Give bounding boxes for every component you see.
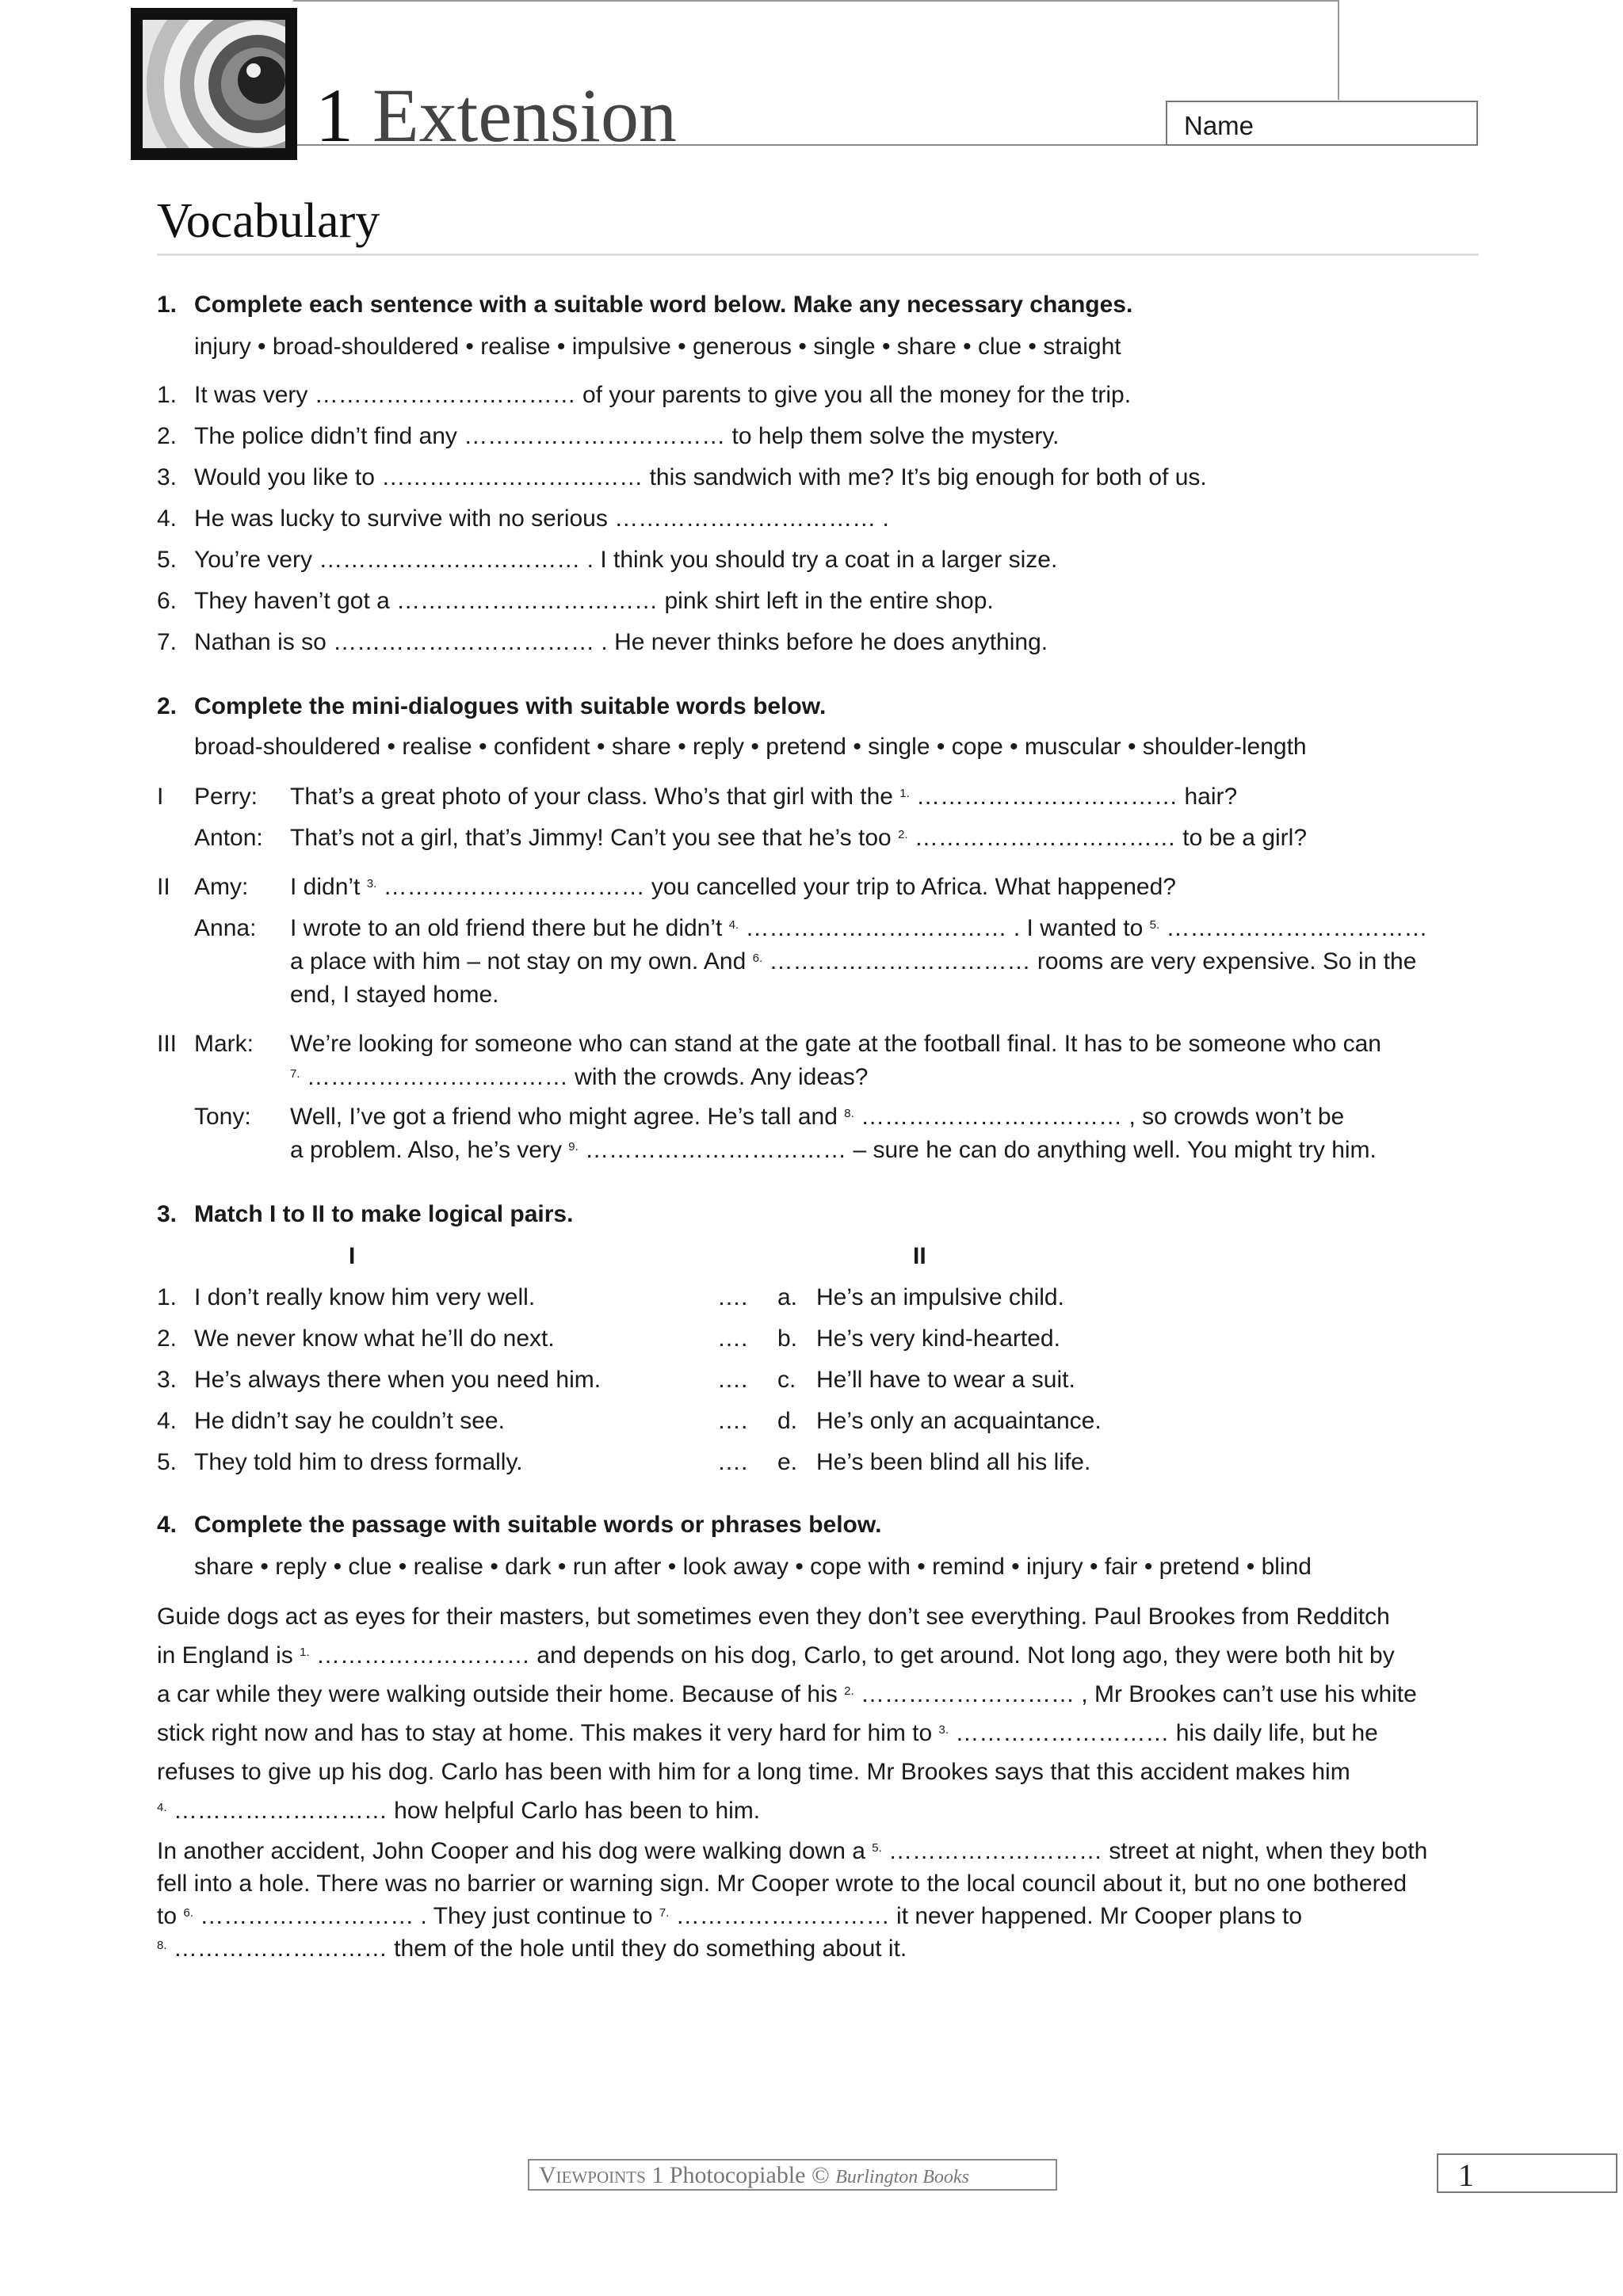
text-segment: stick right now and has to stay at home. This makes it very hard for him to <box>157 1720 939 1746</box>
blank-number: 5. <box>872 1841 882 1855</box>
blank-number: 3. <box>366 877 377 891</box>
exercise-instruction: Complete the passage with suitable words or phrases below. <box>194 1512 882 1538</box>
text-segment: ……………………… . They just continue to <box>193 1903 659 1929</box>
text-segment: …………………………… you cancelled your trip to Africa. What happened? <box>376 874 1176 900</box>
unit-number: 1 <box>315 73 353 158</box>
speaker: Amy: <box>194 874 249 900</box>
passage-line <box>157 1936 907 1962</box>
speaker: Mark: <box>194 1031 254 1057</box>
exercise-number: 1. <box>157 292 178 318</box>
match-right: He’s very kind-hearted. <box>816 1325 1060 1352</box>
text-segment: …………………………… <box>1159 915 1428 941</box>
word-bank: share • reply • clue • realise • dark • run after • look away • cope with • remind • injury • fair • pretend • blind <box>194 1554 1312 1580</box>
item-number: 1. <box>157 382 178 408</box>
match-blank: …. <box>717 1284 748 1310</box>
text-segment: …………………………… . I wanted to <box>739 915 1150 941</box>
sentence: He was lucky to survive with no serious …………………………… . <box>194 505 889 532</box>
text-segment: a car while they were walking outside their home. Because of his <box>157 1681 845 1707</box>
exercise-number: 2. <box>157 693 178 719</box>
exercise-number: 4. <box>157 1512 178 1538</box>
exercise-instruction: Complete the mini-dialogues with suitable words below. <box>194 693 827 719</box>
text-segment: ……………………… them of the hole until they do something about it. <box>166 1936 907 1962</box>
passage-line <box>157 1720 1378 1747</box>
text-segment: …………………………… – sure he can do anything well. You might try him. <box>578 1137 1377 1163</box>
text-segment: Well, I’ve got a friend who might agree. He’s tall and <box>290 1104 845 1130</box>
blank-number: 1. <box>300 1646 310 1659</box>
match-left: We never know what he’ll do next. <box>194 1325 555 1352</box>
text-segment: end, I stayed home. <box>290 982 499 1008</box>
text-segment: I didn’t <box>290 874 367 900</box>
dialogue-line <box>290 1031 1381 1058</box>
name-label: Name <box>1184 111 1254 140</box>
dialogue-roman: I <box>157 784 164 810</box>
passage-line <box>157 1838 1427 1865</box>
word-bank: injury • broad-shouldered • realise • impulsive • generous • single • share • clue • straight <box>194 334 1121 360</box>
match-right: He’s only an acquaintance. <box>816 1408 1102 1434</box>
blank-number: 9. <box>568 1140 579 1154</box>
match-blank: …. <box>717 1408 748 1434</box>
item-number: 6. <box>157 588 178 614</box>
text-segment: a problem. Also, he’s very <box>290 1137 569 1163</box>
speaker: Tony: <box>194 1104 251 1130</box>
dialogue-line-continued <box>290 948 1416 975</box>
match-letter: b. <box>777 1325 798 1352</box>
passage-line <box>157 1604 1390 1630</box>
item-number: 7. <box>157 629 178 655</box>
match-left: I don’t really know him very well. <box>194 1284 536 1310</box>
speaker: Anna: <box>194 915 257 941</box>
sentence: You’re very …………………………… . I think you should try a coat in a larger size. <box>194 547 1058 573</box>
blank-number: 4. <box>157 1801 167 1814</box>
passage-line <box>157 1759 1350 1786</box>
unit-title-text: Extension <box>372 73 677 158</box>
item-number: 3. <box>157 1367 178 1393</box>
item-number: 3. <box>157 464 178 490</box>
dialogue-line <box>290 1104 1344 1131</box>
text-segment: That’s not a girl, that’s Jimmy! Can’t you see that he’s too <box>290 825 899 851</box>
text-segment: refuses to give up his dog. Carlo has been with him for a long time. Mr Brookes says that this accident makes him <box>157 1759 1350 1785</box>
blank-number: 7. <box>290 1067 300 1081</box>
dialogue-roman: II <box>157 874 170 900</box>
item-number: 5. <box>157 547 178 573</box>
text-segment: …………………………… with the crowds. Any ideas? <box>300 1064 869 1090</box>
header-right-rule <box>1338 0 1339 100</box>
text-segment: …………………………… hair? <box>909 784 1238 810</box>
passage-line <box>157 1903 1302 1930</box>
sentence: Would you like to …………………………… this sandwich with me? It’s big enough for both of us. <box>194 464 1207 490</box>
footer-publisher: Burlington Books <box>835 2167 969 2187</box>
blank-number: 8. <box>844 1107 854 1120</box>
item-number: 4. <box>157 505 178 532</box>
blank-number: 3. <box>938 1723 949 1737</box>
exercise-number: 3. <box>157 1201 178 1227</box>
match-right: He’ll have to wear a suit. <box>816 1367 1075 1393</box>
text-segment: Guide dogs act as eyes for their masters, but sometimes even they don’t see everything. Paul Brookes from Redditch <box>157 1604 1390 1630</box>
match-blank: …. <box>717 1367 748 1393</box>
text-segment: …………………………… , so crowds won’t be <box>854 1104 1345 1130</box>
text-segment: In another accident, John Cooper and his dog were walking down a <box>157 1838 873 1864</box>
text-segment: ……………………… it never happened. Mr Cooper plans to <box>669 1903 1303 1929</box>
column-header-ii: II <box>913 1243 926 1269</box>
blank-number: 6. <box>752 952 763 965</box>
eye-logo-icon <box>143 20 285 148</box>
match-blank: …. <box>717 1325 748 1352</box>
passage-line <box>157 1642 1395 1669</box>
footer-series: Viewpoints <box>539 2162 646 2188</box>
item-number: 5. <box>157 1449 178 1475</box>
blank-number: 8. <box>157 1939 167 1952</box>
text-segment: I wrote to an old friend there but he didn’t <box>290 915 729 941</box>
match-right: He’s an impulsive child. <box>816 1284 1064 1310</box>
text-segment: ……………………… street at night, when they both <box>881 1838 1428 1864</box>
sentence: They haven’t got a …………………………… pink shirt left in the entire shop. <box>194 588 994 614</box>
footer-copyright <box>539 2162 969 2189</box>
section-title: Vocabulary <box>157 194 380 248</box>
dialogue-roman: III <box>157 1031 178 1057</box>
item-number: 1. <box>157 1284 178 1310</box>
match-blank: …. <box>717 1449 748 1475</box>
text-segment: …………………………… to be a girl? <box>907 825 1308 851</box>
text-segment: ……………………… how helpful Carlo has been to him. <box>166 1798 761 1824</box>
text-segment: ……………………… , Mr Brookes can’t use his white <box>854 1681 1417 1707</box>
sentence: The police didn’t find any …………………………… to help them solve the mystery. <box>194 423 1060 449</box>
text-segment: a place with him – not stay on my own. And <box>290 948 753 974</box>
dialogue-line <box>290 784 1237 810</box>
blank-number: 2. <box>898 828 908 841</box>
dialogue-line-continued <box>290 1137 1377 1164</box>
blank-number: 5. <box>1149 918 1160 932</box>
match-letter: d. <box>777 1408 798 1434</box>
dialogue-line-continued <box>290 1064 868 1091</box>
item-number: 4. <box>157 1408 178 1434</box>
blank-number: 7. <box>659 1906 670 1920</box>
text-segment: in England is <box>157 1642 300 1669</box>
exercise-instruction: Match I to II to make logical pairs. <box>194 1201 574 1227</box>
text-segment: to <box>157 1903 184 1929</box>
footer-text: 1 Photocopiable © <box>645 2162 836 2188</box>
item-number: 2. <box>157 423 178 449</box>
blank-number: 2. <box>844 1684 854 1698</box>
passage-line <box>157 1681 1417 1708</box>
header-top-rule <box>293 0 1339 2</box>
match-right: He’s been blind all his life. <box>816 1449 1091 1475</box>
text-segment: That’s a great photo of your class. Who’s that girl with the <box>290 784 900 810</box>
sentence: It was very …………………………… of your parents to give you all the money for the trip. <box>194 382 1132 408</box>
word-bank: broad-shouldered • realise • confident • share • reply • pretend • single • cope • muscular • shoulder-length <box>194 734 1307 760</box>
unit-title <box>315 73 677 158</box>
blank-number: 1. <box>899 787 910 800</box>
speaker: Anton: <box>194 825 263 851</box>
page-number: 1 <box>1458 2157 1474 2193</box>
passage-line <box>157 1798 760 1825</box>
column-header-i: I <box>349 1243 356 1269</box>
text-segment: …………………………… rooms are very expensive. So in the <box>762 948 1417 974</box>
exercise-instruction: Complete each sentence with a suitable word below. Make any necessary changes. <box>194 292 1133 318</box>
dialogue-line <box>290 915 1428 942</box>
match-left: He didn’t say he couldn’t see. <box>194 1408 505 1434</box>
dialogue-line <box>290 825 1307 852</box>
text-segment: ……………………… his daily life, but he <box>949 1720 1378 1746</box>
text-segment: ……………………… and depends on his dog, Carlo, to get around. Not long ago, they were both hit by <box>309 1642 1395 1669</box>
blank-number: 4. <box>728 918 739 932</box>
speaker: Perry: <box>194 784 258 810</box>
match-letter: a. <box>777 1284 798 1310</box>
item-number: 2. <box>157 1325 178 1352</box>
passage-line <box>157 1871 1407 1897</box>
match-letter: e. <box>777 1449 798 1475</box>
text-segment: We’re looking for someone who can stand at the gate at the football final. It has to be someone who can <box>290 1031 1381 1057</box>
match-letter: c. <box>777 1367 796 1393</box>
blank-number: 6. <box>183 1906 193 1920</box>
match-left: They told him to dress formally. <box>194 1449 523 1475</box>
dialogue-line <box>290 874 1176 901</box>
match-left: He’s always there when you need him. <box>194 1367 601 1393</box>
dialogue-line-continued <box>290 982 499 1009</box>
sentence: Nathan is so …………………………… . He never thinks before he does anything. <box>194 629 1048 655</box>
section-rule <box>157 254 1479 256</box>
text-segment: fell into a hole. There was no barrier or warning sign. Mr Cooper wrote to the local council about it, but no one bothered <box>157 1871 1407 1897</box>
